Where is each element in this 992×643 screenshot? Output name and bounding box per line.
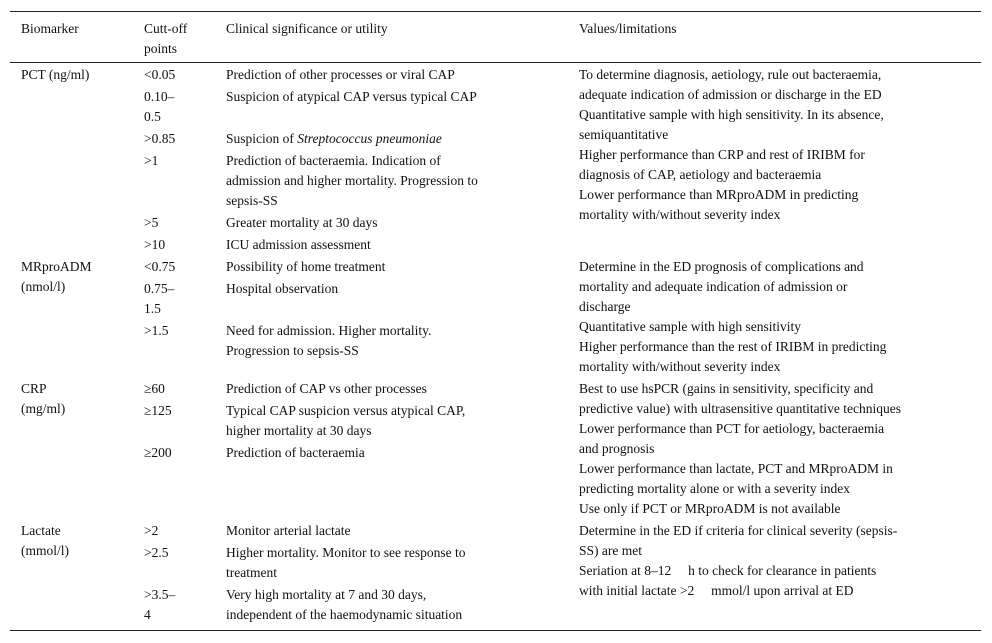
lactate-cutoff-3: >3.5– 4 (144, 587, 176, 622)
crp-cutoff-1: ≥60 (144, 381, 165, 396)
pct-cutoff-6: >10 (144, 237, 166, 252)
crp-significance-2: Typical CAP suspicion versus atypical CAP, higher mortality at 30 days (226, 403, 466, 438)
pct-significance-3: Suspicion of Streptococcus pneumoniae (226, 131, 442, 146)
mrproadm-biomarker: MRproADM (nmol/l) (21, 259, 92, 294)
header-cutoff: Cutt-off points (144, 21, 188, 56)
pct-significance-1: Prediction of other processes or viral CAP (226, 67, 455, 82)
pct-biomarker: PCT (ng/ml) (21, 67, 90, 82)
lactate-significance-1: Monitor arterial lactate (226, 523, 351, 538)
crp-significance-3: Prediction of bacteraemia (226, 445, 365, 460)
lactate-biomarker: Lactate (mmol/l) (21, 523, 69, 558)
crp-biomarker: CRP (mg/ml) (21, 381, 66, 416)
crp-values: Best to use hsPCR (gains in sensitivity, specificity and predictive value) with ultrasensitive quantitative techniques Lower performance than PCT for aetiology, bacteraemia and prognosis Lower performance than lactate, PCT and MRproADM in predicting mortality alone or with a severity index Use only if PCT or MRproADM is not available (579, 381, 902, 516)
mrproadm-significance-2: Hospital observation (226, 281, 339, 296)
lactate-values: Determine in the ED if criteria for clinical severity (sepsis- SS) are met Seriation at 8–12 h to check for clearance in patients with initial lactate >2 mmol/l upon arrival at ED (579, 523, 898, 598)
pct-significance-4: Prediction of bacteraemia. Indication of admission and higher mortality. Progression to sepsis-SS (226, 153, 478, 208)
pct-significance-2: Suspicion of atypical CAP versus typical CAP (226, 89, 477, 104)
mrproadm-significance-3: Need for admission. Higher mortality. Progression to sepsis-SS (226, 323, 432, 358)
header-significance: Clinical significance or utility (226, 21, 388, 36)
pct-cutoff-2: 0.10– 0.5 (144, 89, 175, 124)
lactate-significance-3: Very high mortality at 7 and 30 days, independent of the haemodynamic situation (226, 587, 463, 622)
crp-cutoff-3: ≥200 (144, 445, 172, 460)
pct-cutoff-1: <0.05 (144, 67, 176, 82)
lactate-significance-2: Higher mortality. Monitor to see response to treatment (226, 545, 466, 580)
mrproadm-cutoff-3: >1.5 (144, 323, 169, 338)
header-values: Values/limitations (579, 21, 677, 36)
mrproadm-significance-1: Possibility of home treatment (226, 259, 386, 274)
table-bottom-rule (10, 630, 981, 631)
pct-values: To determine diagnosis, aetiology, rule out bacteraemia, adequate indication of admission or discharge in the ED Quantitative sample with high sensitivity. In its absence, semiquantitative Higher performance than CRP and rest of IRIBM for diagnosis of CAP, aetiology and bacteraemia Lower performance than MRproADM in predicting mortality with/without severity index (579, 67, 884, 222)
table-top-rule (10, 11, 981, 12)
table-header-rule (10, 62, 981, 63)
crp-cutoff-2: ≥125 (144, 403, 172, 418)
header-biomarker: Biomarker (21, 21, 79, 36)
lactate-cutoff-1: >2 (144, 523, 159, 538)
crp-significance-1: Prediction of CAP vs other processes (226, 381, 427, 396)
pct-significance-6: ICU admission assessment (226, 237, 371, 252)
lactate-cutoff-2: >2.5 (144, 545, 169, 560)
pct-cutoff-3: >0.85 (144, 131, 176, 146)
mrproadm-cutoff-1: <0.75 (144, 259, 176, 274)
mrproadm-values: Determine in the ED prognosis of complications and mortality and adequate indication of admission or discharge Quantitative sample with high sensitivity Higher performance than the rest of IRIBM in predicting mortality with/without severity index (579, 259, 887, 374)
pct-cutoff-4: >1 (144, 153, 159, 168)
pct-cutoff-5: >5 (144, 215, 159, 230)
pct-significance-5: Greater mortality at 30 days (226, 215, 378, 230)
mrproadm-cutoff-2: 0.75– 1.5 (144, 281, 175, 316)
